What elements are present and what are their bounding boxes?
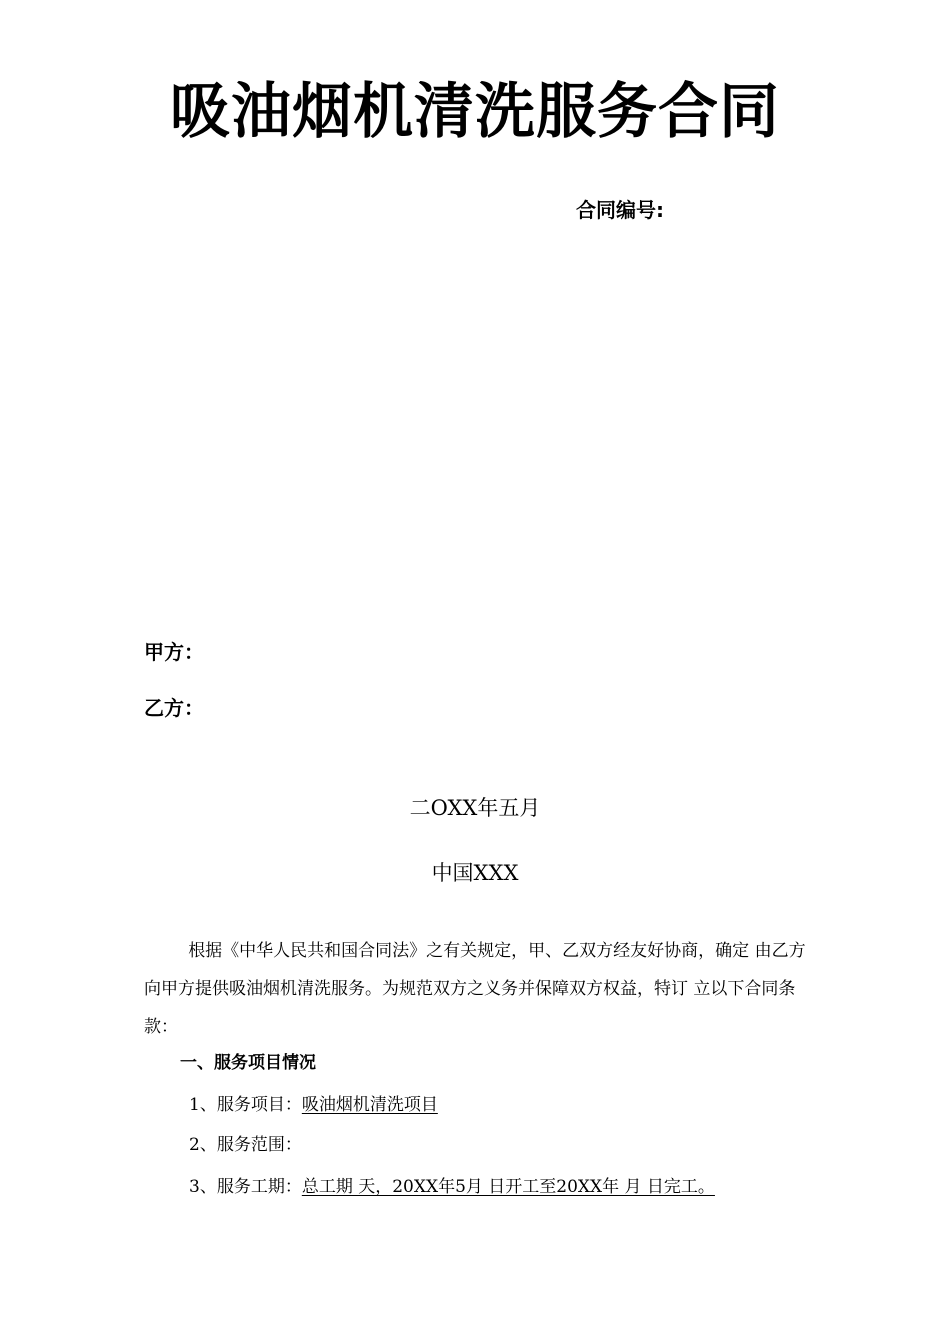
party-a-label: 甲方： [144, 640, 204, 664]
service-item-duration [189, 1173, 715, 1201]
contract-number-label: 合同编号: [576, 198, 664, 222]
intro-paragraph: 根据《中华人民共和国合同法》之有关规定，甲、乙双方经友好协商，确定 由乙方向甲方提供吸油烟机清洗服务。为规范双方之义务并保障双方权益，特订 立以下合同条款： [144, 941, 806, 1037]
party-b-label: 乙方： [144, 696, 204, 720]
section-heading-service-items: 一、服务项目情况 [180, 1053, 316, 1073]
service-item-label: 2、服务范围： [189, 1135, 302, 1155]
service-item-value: 总工期 天，20XX年5月 日开工至20XX年 月 日完工。 [301, 1177, 715, 1197]
document-place: 中国XXX [431, 861, 519, 885]
service-item-scope [189, 1131, 302, 1159]
service-item-value: 吸油烟机清洗项目 [301, 1095, 438, 1115]
document-title: 吸油烟机清洗服务合同 [170, 77, 780, 147]
service-item-label: 1、服务项目： [189, 1095, 302, 1115]
document-date: 二OXX年五月 [409, 796, 541, 820]
service-item-project [189, 1091, 438, 1119]
service-item-label: 3、服务工期： [189, 1177, 302, 1197]
